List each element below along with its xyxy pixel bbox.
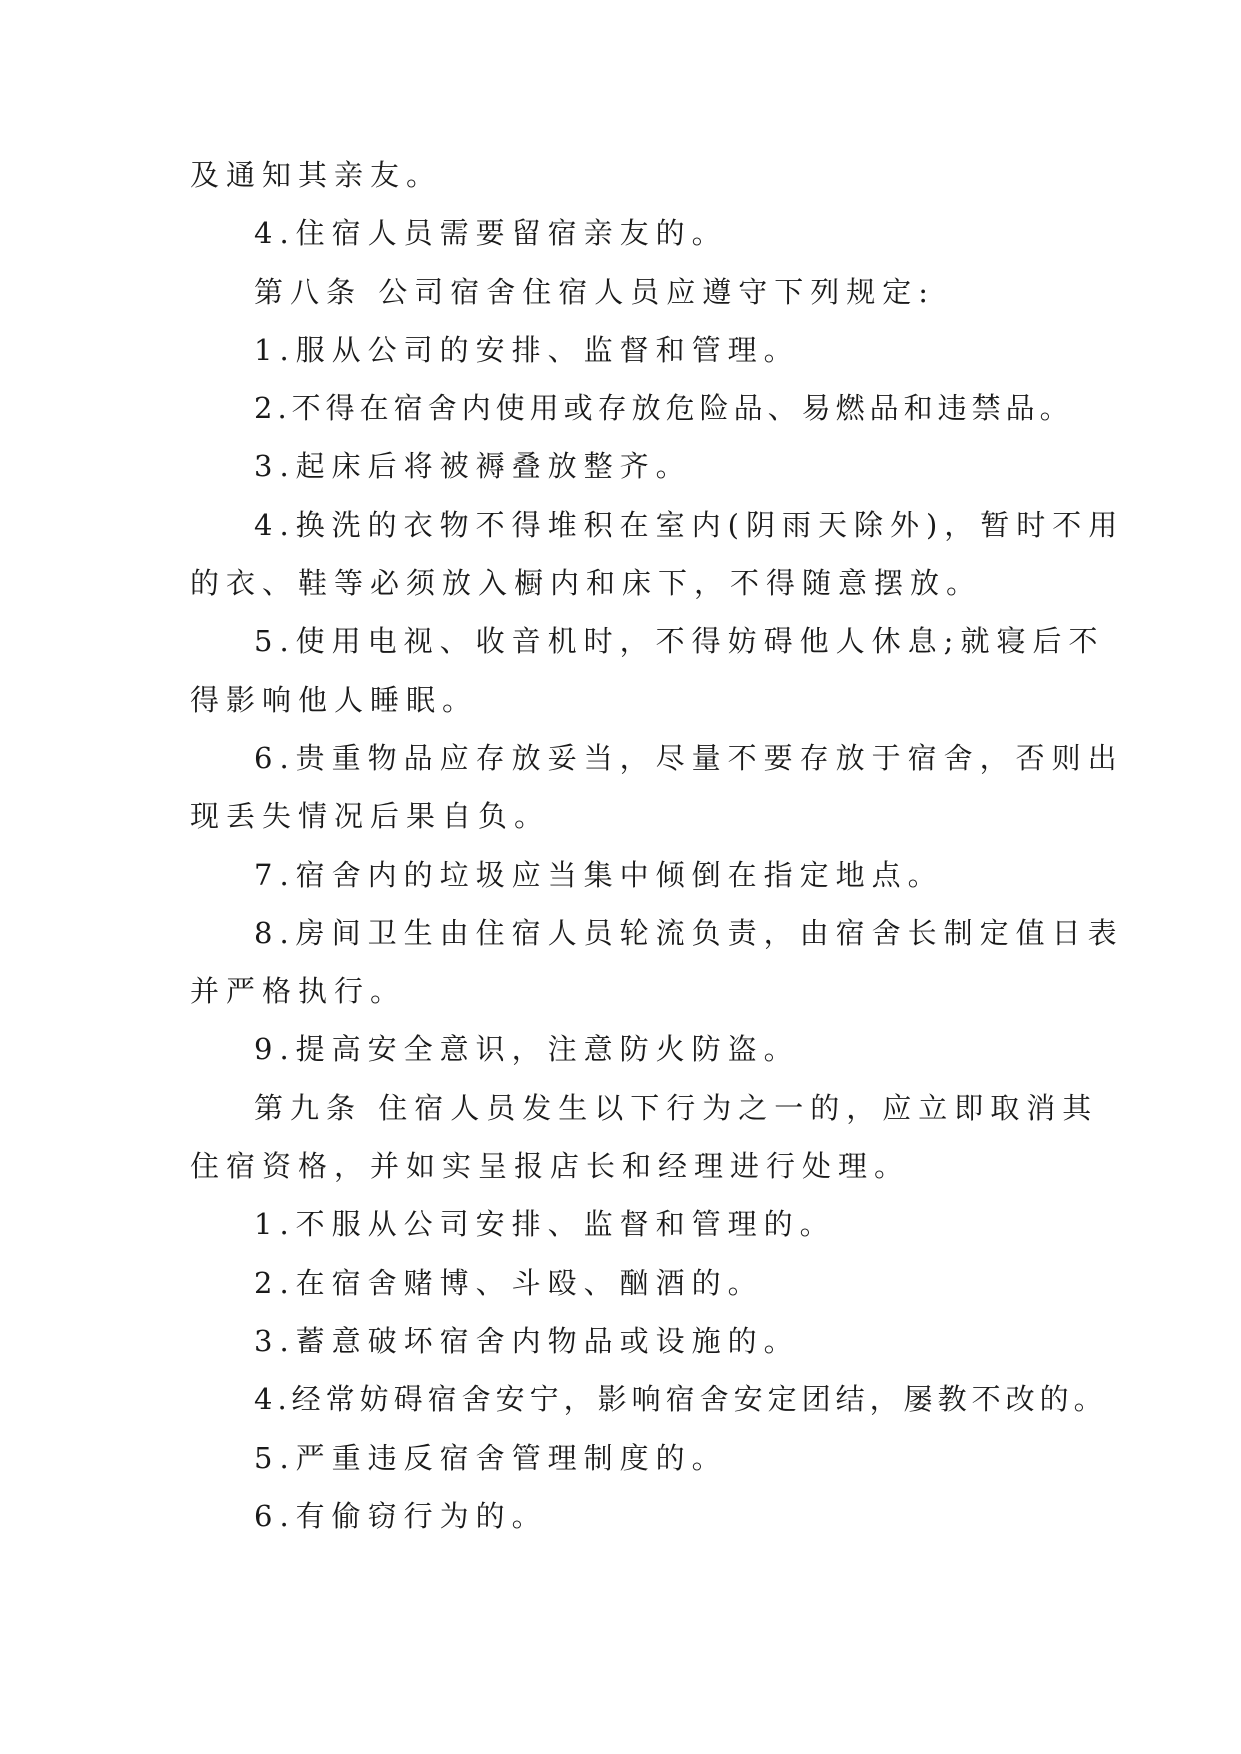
text-line: 5.严重违反宿舍管理制度的。	[254, 1440, 728, 1475]
text-line: 9.提高安全意识，注意防火防盗。	[254, 1032, 800, 1067]
text-line: 6.贵重物品应存放妥当，尽量不要存放于宿舍，否则出	[254, 740, 1124, 775]
text-line: 3.蓄意破坏宿舍内物品或设施的。	[254, 1323, 800, 1358]
text-line: 1.不服从公司安排、监督和管理的。	[254, 1207, 836, 1242]
text-line: 1.服从公司的安排、监督和管理。	[254, 332, 800, 367]
text-line: 4.经常妨碍宿舍安宁，影响宿舍安定团结，屡教不改的。	[254, 1382, 1108, 1417]
text-line: 并严格执行。	[190, 974, 407, 1009]
text-line: 8.房间卫生由住宿人员轮流负责，由宿舍长制定值日表	[254, 915, 1124, 950]
document-body	[190, 158, 1125, 1557]
text-line: 住宿资格，并如实呈报店长和经理进行处理。	[190, 1149, 911, 1184]
text-line: 及通知其亲友。	[190, 158, 443, 192]
text-line: 3.起床后将被褥叠放整齐。	[254, 449, 692, 484]
article-heading: 第九条 住宿人员发生以下行为之一的，应立即取消其	[254, 1090, 1099, 1125]
text-line: 2.在宿舍赌博、斗殴、酗酒的。	[254, 1265, 764, 1300]
text-line: 6.有偷窃行为的。	[254, 1498, 548, 1533]
text-line: 得影响他人睡眠。	[190, 682, 479, 717]
text-line: 5.使用电视、收音机时，不得妨碍他人休息;就寝后不	[254, 624, 1105, 659]
text-line: 的衣、鞋等必须放入橱内和床下，不得随意摆放。	[190, 566, 983, 601]
text-line: 2.不得在宿舍内使用或存放危险品、易燃品和违禁品。	[254, 391, 1074, 426]
text-line: 4.换洗的衣物不得堆积在室内(阴雨天除外)，暂时不用	[254, 507, 1125, 542]
text-line: 4.住宿人员需要留宿亲友的。	[254, 216, 728, 251]
text-line: 7.宿舍内的垃圾应当集中倾倒在指定地点。	[254, 857, 944, 892]
text-line: 现丢失情况后果自负。	[190, 799, 551, 834]
article-heading: 第八条 公司宿舍住宿人员应遵守下列规定:	[254, 274, 935, 309]
